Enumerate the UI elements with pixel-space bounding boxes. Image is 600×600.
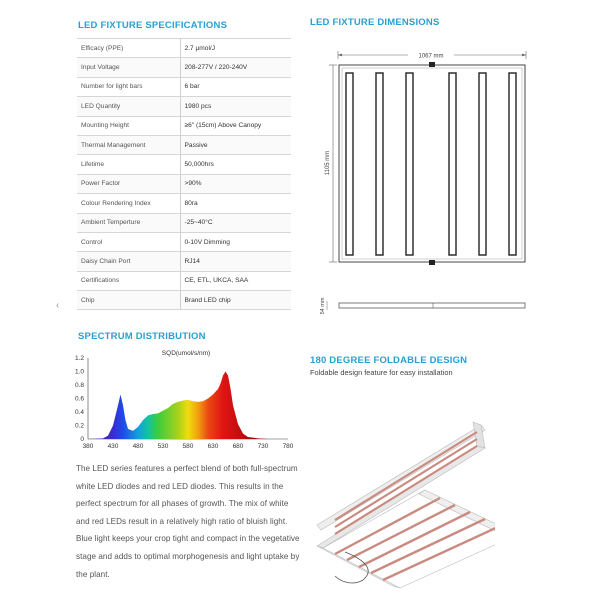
x-tick-label: 630: [207, 443, 219, 450]
height-label: 1105 mm: [325, 150, 331, 176]
light-bar: [509, 73, 516, 255]
spec-label: Chip: [77, 291, 180, 310]
foldable-subtitle: Foldable design feature for easy installation: [310, 368, 453, 377]
spec-value: 2.7 μmol/J: [180, 39, 291, 58]
light-bar: [406, 73, 413, 255]
specs-table: [77, 38, 291, 310]
spec-row: [77, 174, 291, 193]
x-tick-label: 730: [257, 443, 269, 450]
foldable-fixture-illustration: [305, 410, 495, 590]
spec-value: ≥6" (15cm) Above Canopy: [180, 116, 291, 135]
spec-label: Input Voltage: [77, 58, 180, 77]
y-tick-label: 0.8: [74, 382, 84, 389]
spectrum-title: SPECTRUM DISTRIBUTION: [78, 331, 206, 342]
spec-label: Daisy Chain Port: [77, 252, 180, 271]
spec-label: Thermal Management: [77, 135, 180, 154]
spec-row: [77, 271, 291, 290]
fixture-dimension-drawing: [305, 35, 530, 325]
side-view: [320, 297, 525, 314]
spec-row: [77, 252, 291, 271]
depth-label: 54 mm: [320, 297, 326, 315]
spec-value: >90%: [180, 174, 291, 193]
spec-label: Ambient Temperture: [77, 213, 180, 232]
x-tick-label: 780: [282, 443, 294, 450]
x-tick-label: 530: [157, 443, 169, 450]
spec-value: Brand LED chip: [180, 291, 291, 310]
spec-label: Number for light bars: [77, 77, 180, 96]
spec-label: Efficacy (PPE): [77, 39, 180, 58]
spectrum-description: The LED series features a perfect blend of both full-spectrum white LED diodes and red LED diodes. This results in the perfect spectrum for all phases of growth. The mix of white and red LEDs result in a relatively high ratio of bluish light. Blue light keeps your crop tight and compact in the vegetative stage and adds to optimal morphogenesis and light uptake by the plant.: [76, 464, 300, 579]
spec-label: Control: [77, 232, 180, 251]
dimensions-title: LED FIXTURE DIMENSIONS: [310, 17, 440, 28]
spec-value: 1980 pcs: [180, 97, 291, 116]
y-tick-label: 1.2: [74, 355, 84, 362]
height-dimension: [325, 65, 337, 262]
light-bar: [346, 73, 353, 255]
spec-value: RJ14: [180, 252, 291, 271]
y-tick-label: 0: [80, 436, 84, 443]
y-tick-label: 0.4: [74, 409, 84, 416]
x-tick-label: 430: [107, 443, 119, 450]
width-dimension: [338, 51, 526, 60]
spec-value: 50,000hrs: [180, 155, 291, 174]
bottom-hinge: [429, 260, 435, 265]
chevron-left-icon[interactable]: ‹: [56, 300, 60, 311]
y-tick-label: 0.6: [74, 395, 84, 403]
spec-label: Certifications: [77, 271, 180, 290]
spectrum-chart: [58, 343, 298, 455]
spec-row: [77, 39, 291, 58]
spec-row: [77, 155, 291, 174]
spec-row: [77, 213, 291, 232]
spec-row: [77, 135, 291, 154]
light-bar: [479, 73, 486, 255]
spec-value: Passive: [180, 135, 291, 154]
spec-row: [77, 58, 291, 77]
spec-label: Power Factor: [77, 174, 180, 193]
base-panel: [317, 490, 495, 588]
spec-value: CE, ETL, UKCA, SAA: [180, 271, 291, 290]
spec-row: [77, 116, 291, 135]
spectrum-area: [88, 372, 288, 440]
y-tick-label: 0.2: [74, 422, 84, 430]
x-tick-label: 380: [82, 443, 94, 450]
fixture-frame: [339, 65, 525, 262]
light-bar: [449, 73, 456, 255]
spec-value: 0-10V Dimming: [180, 232, 291, 251]
spec-label: Colour Rendering Index: [77, 194, 180, 213]
spec-value: -25~40°C: [180, 213, 291, 232]
x-tick-label: 480: [132, 443, 144, 450]
spec-value: 80ra: [180, 194, 291, 213]
foldable-title: 180 DEGREE FOLDABLE DESIGN: [310, 355, 468, 366]
specs-title: LED FIXTURE SPECIFICATIONS: [78, 20, 228, 31]
x-tick-label: 580: [182, 443, 194, 450]
y-tick-label: 1.0: [74, 368, 84, 376]
spectrum-curve-label: SQD(umol/s/nm): [161, 350, 211, 357]
spec-label: Lifetime: [77, 155, 180, 174]
width-label: 1067 mm: [418, 53, 444, 60]
spec-row: [77, 97, 291, 116]
light-bar: [376, 73, 383, 255]
spec-value: 6 bar: [180, 77, 291, 96]
light-bars: [346, 73, 516, 255]
spec-row: [77, 77, 291, 96]
spec-row: [77, 232, 291, 251]
spec-row: [77, 291, 291, 310]
spec-label: Mounting Height: [77, 116, 180, 135]
spec-row: [77, 194, 291, 213]
top-hinge: [429, 62, 435, 67]
spec-value: 208-277V / 220-240V: [180, 58, 291, 77]
spec-label: LED Quantity: [77, 97, 180, 116]
x-tick-label: 680: [232, 443, 244, 450]
